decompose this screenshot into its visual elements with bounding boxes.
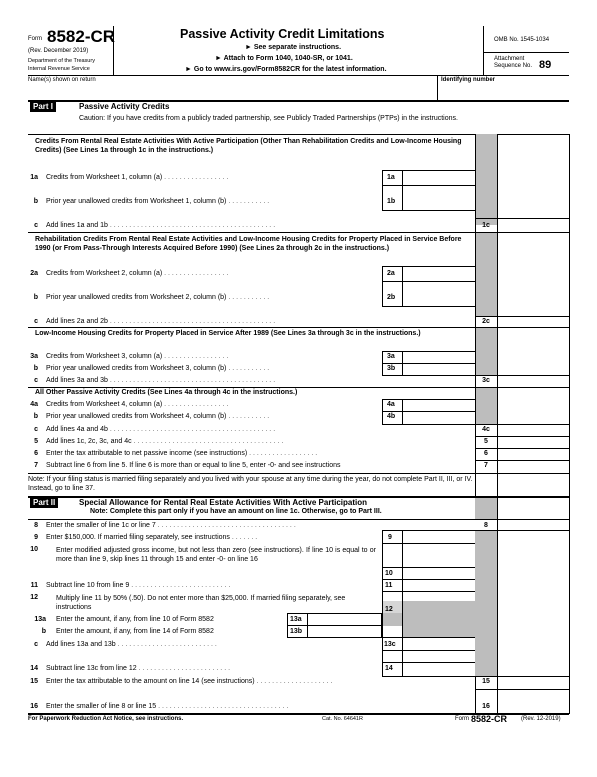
line-8-label: Enter the smaller of line 1c or line 7 [46,522,156,529]
line-7-label: Subtract line 6 from line 5. If line 6 is more than or equal to line 5, enter -0- and see instructions [46,462,341,469]
footer-form-number: 8582-CR [471,714,508,724]
line-3b-label: Prior year unallowed credits from Worksheet 3, column (b) [46,365,227,372]
section4-heading: All Other Passive Activity Credits (See Lines 4a through 4c in the instructions.) [35,389,298,396]
department: Department of the Treasury [28,58,95,64]
line-8-field[interactable] [498,520,569,530]
line-2b-label: Prior year unallowed credits from Worksheet 2, column (b) [46,294,227,301]
website-note: ► Go to www.irs.gov/Form8582CR for the latest information. [185,66,387,73]
line-4b-field[interactable] [403,412,475,423]
part2-tag: Part II [30,497,58,508]
line-15-label: Enter the tax attributable to the amount on line 14 (see instructions) [46,678,255,685]
names-label: Name(s) shown on return [28,77,96,83]
line-13b-label: Enter the amount, if any, from line 14 of Form 8582 [56,628,214,635]
footer-form-label: Form [455,716,469,722]
line-14-label: Subtract line 13c from line 12 [46,665,137,672]
line-16-field[interactable] [498,701,569,713]
line-9-field[interactable] [403,531,475,543]
line-1b-label: Prior year unallowed credits from Worksheet 1, column (b) [46,198,227,205]
part2-note: Note: Complete this part only if you have an amount on line 1c. Otherwise, go to Part III. [90,508,382,515]
line-5-field[interactable] [498,437,569,448]
section1-heading: Credits From Rental Real Estate Activities With Active Participation (Other Than Rehabilitation Credits and Low-Income Housing Credits) (See Lines 1a through 1c in the instructions.) [35,138,462,154]
part1-tag: Part I [30,101,56,112]
line-4c-field[interactable] [498,425,569,436]
line-11-field[interactable] [403,580,475,591]
line-6-field[interactable] [498,449,569,460]
line-13c-field[interactable] [403,638,475,650]
line-1a-label: Credits from Worksheet 1, column (a) [46,174,163,181]
line-2b-field[interactable] [403,291,475,305]
line-10-field[interactable] [403,567,475,579]
line-2a-field[interactable] [403,267,475,281]
identifying-number-field[interactable] [440,86,569,100]
line-4b-label: Prior year unallowed credits from Worksheet 4, column (b) [46,413,227,420]
line-16-label: Enter the smaller of line 8 or line 15 [46,703,157,710]
form-title: Passive Activity Credit Limitations [180,27,385,41]
line-3c-label: Add lines 3a and 3b [46,377,108,384]
section2-heading: Rehabilitation Credits From Rental Real Estate Activities and Low-Income Housing Credits for Property Placed in Service Before 1990 (or From Pass-Through Interests Acquired Before 1990) (See Lines 2a through 2c in the instructions.) [35,236,462,252]
attach-note: ► Attach to Form 1040, 1040-SR, or 1041. [215,55,353,62]
line-12-label: Multiply line 11 by 50% (.50). Do not enter more than $25,000. If married filing separately, see instructions [56,595,346,611]
line-4c-label: Add lines 4a and 4b [46,426,108,433]
line-1b-field[interactable] [403,195,475,209]
form-number: 8582-CR [47,27,116,46]
id-number-label: Identifying number [441,77,495,83]
line-3c-field[interactable] [498,375,569,387]
form-label: Form [28,36,42,42]
part1-note: Note: If your filing status is married filing separately and you lived with your spouse at any time during the year, do not complete Part II, III, or IV. Instead, go to line 37. [28,476,473,492]
line-4a-label: Credits from Worksheet 4, column (a) [46,401,163,408]
line-3a-label: Credits from Worksheet 3, column (a) [46,353,163,360]
omb-number: OMB No. 1545-1034 [494,37,550,43]
section3-heading: Low-Income Housing Credits for Property Placed in Service After 1989 (See Lines 3a through 3c in the instructions.) [35,330,421,337]
line-1c-label: Add lines 1a and 1b [46,222,108,229]
line-2c-label: Add lines 2a and 2b [46,318,108,325]
part1-caution: Caution: If you have credits from a publicly traded partnership, see Publicly Traded Partnerships (PTPs) in the instructions. [79,115,458,122]
line-13a-label: Enter the amount, if any, from line 10 of Form 8582 [56,616,214,623]
line-9-label: Enter $150,000. If married filing separately, see instructions [46,534,230,541]
line-6-label: Enter the tax attributable to net passive income (see instructions) [46,450,248,457]
footer-revision: (Rev. 12-2019) [521,716,561,722]
revision-date: (Rev. December 2019) [28,48,89,54]
form-page: Form 8582-CR (Rev. December 2019) Department of the Treasury Internal Revenue Service Passive Activity Credit Limitations ► See separate instructions. ► Attach to Form 1040, 1040-SR, or 1041. ► Go to www.irs.gov/Form8582CR for the latest information. OMB No. 1545-1034 Attachment Sequence No. 89 Name(s) shown on return Identifying number Part I Passive Activity Credits Caution: If you have credits from a publicly traded partnership, see Publicly Traded Partnerships (PTPs) in the instructions. Credits From Rental Real Estate Activities With Active Participation (Other Than Rehabilitation Credits and Low-Income Housing Credits) (See Lines 1a through 1c in the instructions.) 1a Credits from Worksheet 1, column (a) . . . . . . . . . . . . . . . . . 1a b Prior year unallowed credits from Worksheet 1, column (b) . . . . . . . . . . . 1b c Add lines 1a and 1b . . . . . . . . . . . . . . . . . . . . . . . . . . . . . . . . . . . . . . . . . . . 1c Rehabilitation Credits From Rental Real Estate Activities and Low-Income Housing Credits for Property Placed in Service Before 1990 (or From Pass-Through Interests Acquired Before 1990) (See Lines 2a through 2c in the instructions.) 2a Credits from Worksheet 2, column (a) . . . . . . . . . . . . . . . . . 2a b Prior year unallowed credits from Worksheet 2, column (b) . . . . . . . . . . . 2b c Add lines 2a and 2b . . . . . . . . . . . . . . . . . . . . . . . . . . . . . . . . . . . . . . . . . . . 2c Low-Income Housing Credits for Property Placed in Service After 1989 (See Lines 3a through 3c in the instructions.) 3a Credits from Worksheet 3, column (a) . . . . . . . . . . . . . . . . . 3a b Prior year unallowed credits from Worksheet 3, column (b) . . . . . . . . . . . 3b c Add lines 3a and 3b . . . . . . . . . . . . . . . . . . . . . . . . . . . . . . . . . . . . . . . . . . . 3c All Other Passive Activity Credits (See Lines 4a through 4c in the instructions.) 4a Credits from Worksheet 4, column (a) . . . . . . . . . . . . . . . . . 4a b Prior year unallowed credits from Worksheet 4, column (b) . . . . . . . . . . . 4b c Add lines 4a and 4b . . . . . . . . . . . . . . . . . . . . . . . . . . . . . . . . . . . . . . . . . . . 4c 5 Add lines 1c, 2c, 3c, and 4c . . . . . . . . . . . . . . . . . . . . . . . . . . . . . . . . . . . . . . . 5 6 Enter the tax attributable to net passive income (see instructions) . . . . . . . . . . . . . . . . . . 6 7 Subtract line 6 from line 5. If line 6 is more than or equal to line 5, enter -0- and see instructions 7 Note: If your filing status is married filing separately and you lived with your spouse at any time during the year, do not complete Part II, III, or IV. Instead, go to line 37. Part II Special Allowance for Rental Real Estate Activities With Active Participation Note: Complete this part only if you have an amount on line 1c. Otherwise, go to Part III. 8 Enter the smaller of line 1c or line 7 . . . . . . . . . . . . . . . . . . . . . . . . . . . . . . . . . . . . 8 9 Enter $150,000. If married filing separately, see instructions . . . . . . . 9 10 Enter modified adjusted gross income, but not less than zero (see instructions). If line 10 is equal to or more than line 9, skip lines 11 through 15 and enter -0- on line 16 10 11 Subtract line 10 from line 9 . . . . . . . . . . . . . . . . . . . . . . . . . . 11 12 Multiply line 11 by 50% (.50). Do not enter more than $25,000. If married filing separately, see instructions 12 13a Enter the amount, if any, from line 10 of Form 8582 13a b Enter the amount, if any, from line 14 of Form 8582 13b c Add lines 13a and 13b . . . . . . . . . . . . . . . . . . . . . . . . . . 13c 14 Subtract line 13c from line 12 . . . . . . . . . . . . . . . . . . . . . . . . 14 15 Enter the tax attributable to the amount on line 14 (see instructions) . . . . . . . . . . . . . . . . . . . . 15 16 Enter the smaller of line 8 or line 15 . . . . . . . . . . . . . . . . . . . . . . . . . . . . . . . . . . 16 For Paperwork Reduction Act Notice, see instructions. Cat. No. 64641R Form 8582-CR (Rev. 12-2019) [0,0,597,777]
line-4a-field[interactable] [403,400,475,411]
instruction-note: ► See separate instructions. [245,44,342,51]
line-5-label: Add lines 1c, 2c, 3c, and 4c [46,438,132,445]
part1-title: Passive Activity Credits [79,102,170,111]
footer-notice: For Paperwork Reduction Act Notice, see instructions. [28,716,184,722]
line-2a-label: Credits from Worksheet 2, column (a) [46,270,163,277]
attachment-label: Attachment [494,56,525,62]
line-7-field[interactable] [498,461,569,472]
line-10-label: Enter modified adjusted gross income, but not less than zero (see instructions). If line 10 is equal to or more than line 9, skip lines 11 through 15 and enter -0- on line 16 [56,547,376,563]
line-15-field[interactable] [498,677,569,688]
line-11-label: Subtract line 10 from line 9 [46,582,130,589]
line-13a-field[interactable] [308,614,382,625]
catalog-number: Cat. No. 64641R [322,716,363,722]
line-3a-field[interactable] [403,352,475,363]
line-1a-field[interactable] [403,171,475,185]
line-13b-field[interactable] [308,626,382,637]
line-13c-label: Add lines 13a and 13b [46,641,116,648]
line-14-field[interactable] [403,663,475,675]
line-3b-field[interactable] [403,364,475,375]
sequence-number: 89 [539,59,552,71]
sequence-label: Sequence No. [494,63,533,69]
agency: Internal Revenue Service [28,66,90,72]
line-1c-field[interactable] [498,219,569,231]
part2-title: Special Allowance for Rental Real Estate Activities With Active Participation [79,498,368,507]
